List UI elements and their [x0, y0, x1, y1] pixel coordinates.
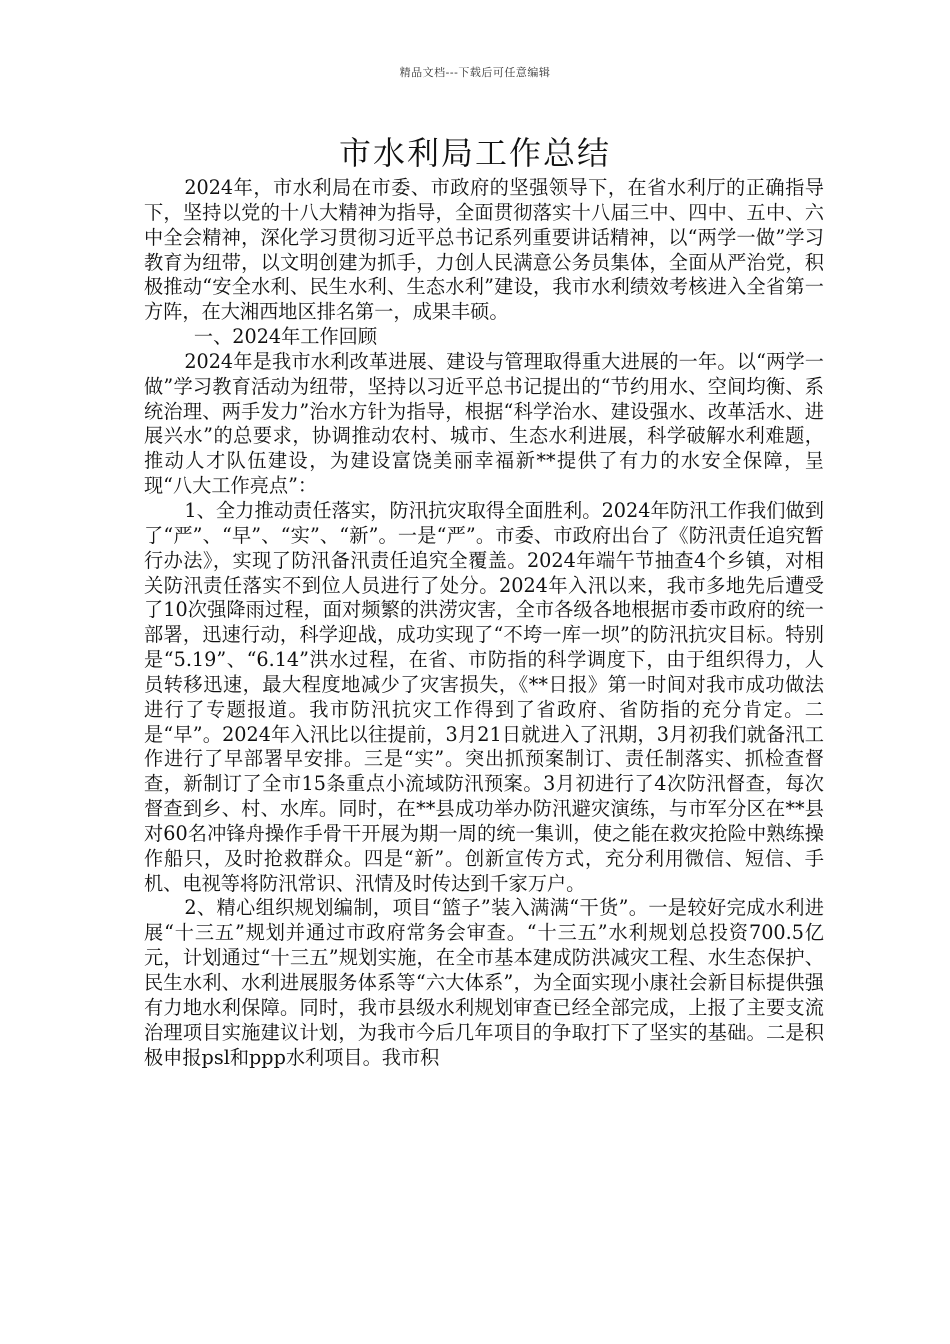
paragraph-overview: 2024年是我市水利改革进展、建设与管理取得重大进展的一年。以“两学一做”学习教育活动为纽带，坚持以习近平总书记提出的“节约用水、空间均衡、系统治理、两手发力”治水方针为指导，根据“科学治水、建设强水、改革活水、进展兴水”的总要求，协调推动农村、城市、生态水利进展，科学破解水利难题，推动人才队伍建设，为建设富饶美丽幸福新**提供了有力的水安全保障，呈现“八大工作亮点”： [144, 349, 824, 498]
paragraph-flood-control: 1、全力推动责任落实，防汛抗灾取得全面胜利。2024年防汛工作我们做到了“严”、“早”、“实”、“新”。一是“严”。市委、市政府出台了《防汛责任追究暂行办法》，实现了防汛备汛责任追究全覆盖。2024年端午节抽查4个乡镇，对相关防汛责任落实不到位人员进行了处分。2024年入汛以来，我市多地先后遭受了10次强降雨过程，面对频繁的洪涝灾害，全市各级各地根据市委市政府的统一部署，迅速行动，科学迎战，成功实现了“不垮一库一坝”的防汛抗灾目标。特别是“5.19”、“6.14”洪水过程，在省、市防指的科学调度下，由于组织得力，人员转移迅速，最大程度地减少了灾害损失，《**日报》第一时间对我市成功做法进行了专题报道。我市防汛抗灾工作得到了省政府、省防指的充分肯定。二是“早”。2024年入汛比以往提前，3月21日就进入了汛期，3月初我们就备汛工作进行了早部署早安排。三是“实”。突出抓预案制订、责任制落实、抓检查督查，新制订了全市15条重点小流域防汛预案。3月初进行了4次防汛督查，每次督查到乡、村、水库。同时，在**县成功举办防汛避灾演练，与市军分区在**县对60名冲锋舟操作手骨干开展为期一周的统一集训，使之能在救灾抢险中熟练操作船只，及时抢救群众。四是“新”。创新宣传方式，充分利用微信、短信、手机、电视等将防汛常识、汛情及时传达到千家万户。 [144, 498, 824, 895]
document-title: 市水利局工作总结 [338, 134, 611, 172]
section-heading-review: 一、2024年工作回顾 [193, 325, 378, 349]
paragraph-intro: 2024年，市水利局在市委、市政府的坚强领导下，在省水利厅的正确指导下，坚持以党的十八大精神为指导，全面贯彻落实十八届三中、四中、五中、六中全会精神，深化学习贯彻习近平总书记系列重要讲话精神，以“两学一做”学习教育为纽带，以文明创建为抓手，力创人民满意公务员集体，全面从严治党，积极推动“安全水利、民生水利、生态水利”建设，我市水利绩效考核进入全省第一方阵，在大湘西地区排名第一，成果丰硕。 [144, 176, 824, 324]
page-header-note: 精品文档---下载后可任意编辑 [399, 66, 551, 79]
paragraph-planning: 2、精心组织规划编制，项目“篮子”装入满满“干货”。一是较好完成水利进展“十三五”规划并通过市政府常务会审查。“十三五”水利规划总投资700.5亿元，计划通过“十三五”规划实施，在全市基本建成防洪减灾工程、水生态保护、民生水利、水利进展服务体系等“六大体系”，为全面实现小康社会新目标提供强有力地水利保障。同时，我市县级水利规划审查已经全部完成，上报了主要支流治理项目实施建议计划，为我市今后几年项目的争取打下了坚实的基础。二是积极申报psl和ppp水利项目。我市积 [144, 896, 824, 1069]
document-body [144, 176, 824, 1070]
